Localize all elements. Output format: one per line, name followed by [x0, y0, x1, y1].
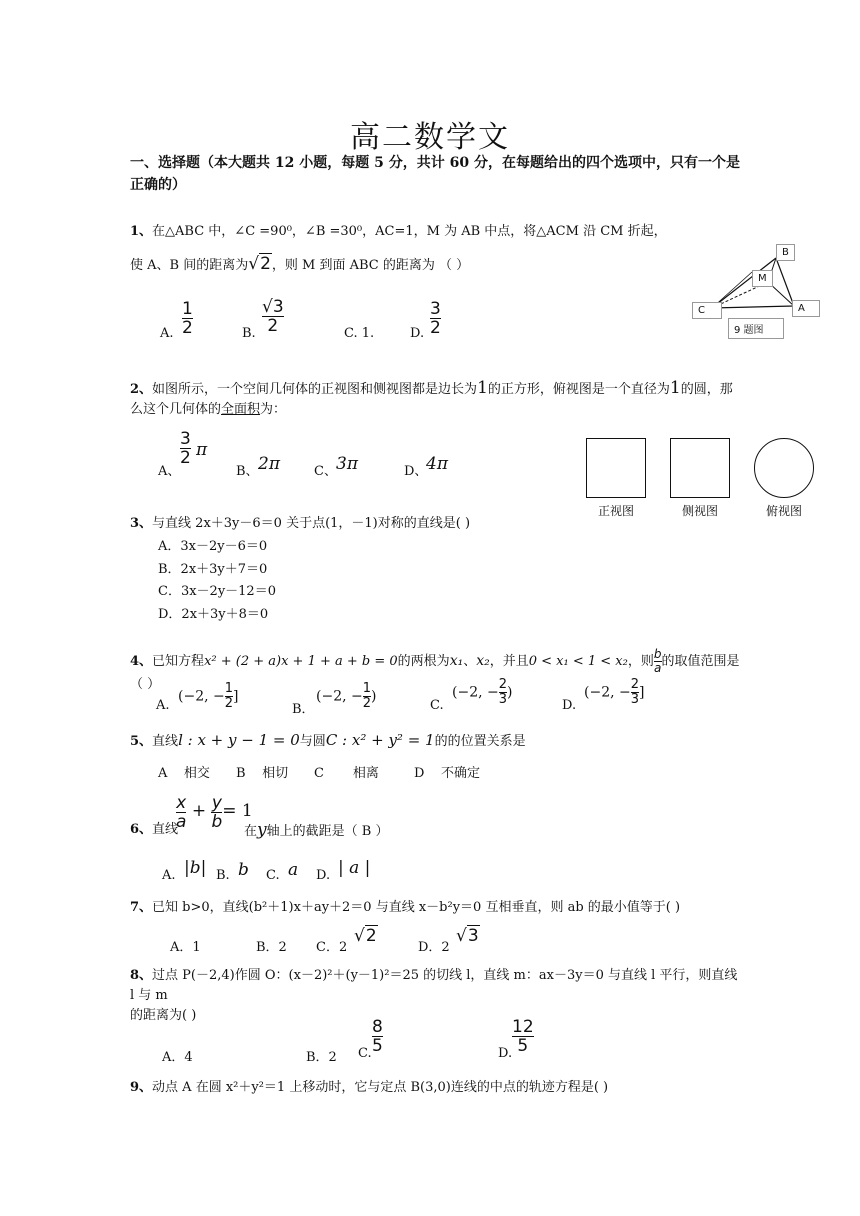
option-d-label: D．2: [418, 940, 450, 955]
option-d-label: D、: [404, 464, 428, 479]
question-text: 么这个几何体的: [130, 402, 222, 417]
option-b-value: 2π: [258, 454, 280, 474]
option-d-value: 4π: [426, 454, 448, 474]
question-6: [130, 794, 550, 840]
question-number: 9、: [130, 1080, 153, 1095]
question-text: 使 A、B 间的距离为: [130, 258, 249, 273]
question-text: 动点 A 在圆 x²＋y²＝1 上移动时，它与定点 B(3,0)连线的中点的轨迹方程是( ): [152, 1080, 609, 1095]
option-b-label: B．: [292, 702, 315, 717]
question-text: 与直线 2x＋3y－6＝0 关于点(1，－1)对称的直线是( ): [152, 516, 471, 531]
sqrt-2: √2: [248, 254, 271, 274]
question-7-options: [170, 926, 510, 955]
question-1-options: [160, 298, 600, 344]
question-text: ，则 M 到面 ABC 的距离为 （ ）: [271, 258, 470, 273]
page-title: 高二数学文: [350, 120, 510, 155]
option-a: A．4: [162, 1050, 193, 1065]
option-d-range: (−2, − $\frac{2}{3}$ ]: [584, 677, 645, 707]
option-b-value: b: [238, 860, 249, 880]
option-a-label: A.: [160, 326, 174, 341]
question-text: ，则: [627, 654, 654, 669]
question-text: 的的位置关系是: [434, 734, 526, 749]
value-one: 1: [669, 378, 681, 398]
question-text: 的取值范围是（ ）: [130, 654, 740, 692]
question-text: 轴上的截距是（ B ）: [266, 824, 389, 839]
y-axis-var: y: [257, 820, 267, 840]
question-8-options: [162, 1016, 562, 1065]
option-a-fraction: 3 2: [180, 429, 191, 468]
option-b: B．2: [256, 940, 287, 955]
question-text: 的距离为( ): [130, 1008, 197, 1023]
question-text: 过点 P(－2,4)作圆 O：(x－2)²＋(y－1)²＝25 的切线 l，直线 m：ax－3y＝0 与直线 l 平行，则直线 l 与 m: [130, 968, 738, 1003]
question-number: 8、: [130, 968, 153, 983]
option-a-label: A.: [156, 698, 170, 713]
option-b-label: B.: [242, 326, 256, 341]
option-b: B．2: [306, 1050, 337, 1065]
option-c-label: C．2: [316, 940, 348, 955]
option-a: A 相交: [158, 766, 210, 781]
option-a-label: A、: [158, 464, 181, 479]
question-1-line1: [130, 222, 690, 242]
option-c: C 相离: [314, 766, 379, 781]
option-d-value: | a |: [338, 858, 371, 878]
top-view-label: 俯视图: [765, 504, 802, 518]
label-b: B: [776, 244, 795, 261]
question-7: [130, 898, 740, 918]
option-a-label: A.: [162, 868, 176, 883]
question-text: 在△ABC 中，∠C =90⁰，∠B =30⁰，AC=1，M 为 AB 中点，将△ACM 沿 CM 折起，: [152, 224, 667, 239]
option-c: C. 1.: [344, 326, 375, 341]
intercept-equation: $\frac{x}{a}$ + $\frac{y}{b}$ = 1: [176, 793, 253, 832]
question-text: 直线: [152, 734, 179, 749]
option-b-range: (−2, − $\frac{1}{2}$ ): [316, 681, 377, 711]
option-a-range: (−2, − $\frac{1}{2}$ ]: [178, 681, 239, 711]
question-5: [130, 730, 690, 752]
option-c-value: 3π: [336, 454, 358, 474]
question-2: [130, 378, 740, 420]
side-view-square: [670, 438, 730, 498]
question-text: 的两根为: [397, 654, 450, 669]
q3-option-b: B．2x＋3y＋7＝0: [158, 562, 268, 577]
option-d-label: D.: [410, 326, 425, 341]
q3-option-d: D．2x＋3y＋8＝0: [158, 607, 269, 622]
question-text: 与圆: [299, 734, 326, 749]
option-d-sqrt: √3: [456, 926, 479, 946]
option-c-range: (−2, − $\frac{2}{3}$ ): [452, 677, 513, 707]
question-text: 在: [244, 824, 258, 839]
question-text: ，并且: [489, 654, 529, 669]
label-a: A: [792, 300, 820, 317]
question-number: 7、: [130, 900, 153, 915]
front-view-square: [586, 438, 646, 498]
figure-caption: 9 题图: [728, 318, 784, 339]
option-c-sqrt: √2: [354, 926, 377, 946]
option-c-label: C.: [358, 1046, 372, 1061]
option-d-fraction: 12 5: [512, 1017, 534, 1056]
option-a-pi: π: [196, 440, 208, 460]
question-1-line2: [130, 254, 690, 276]
line-equation: l : x + y − 1 = 0: [178, 731, 300, 749]
option-c-label: C.: [266, 868, 280, 883]
option-d-label: D.: [498, 1046, 513, 1061]
option-b: B 相切: [236, 766, 289, 781]
label-c: C: [692, 302, 722, 319]
section-heading: 一、选择题（本大题共 12 小题，每题 5 分，共计 60 分，在每题给出的四个选项中，只有一个是正确的）: [130, 155, 740, 193]
option-c-label: C.: [430, 698, 444, 713]
question-number: 4、: [130, 654, 153, 669]
top-view-circle: [754, 438, 814, 498]
option-a-value: 1 2: [182, 299, 193, 338]
value-one: 1: [477, 378, 488, 398]
option-a: A．1: [170, 940, 201, 955]
question-number: 5、: [130, 734, 153, 749]
b-over-a: $\frac{b}{a}$: [653, 647, 662, 675]
label-m: M: [752, 270, 773, 287]
q3-option-c: C．3x－2y－12＝0: [158, 584, 276, 599]
question-text: 的正方形，俯视图是一个直径为: [487, 382, 670, 397]
question-9: [130, 1078, 740, 1098]
underlined-term: 全面积: [221, 402, 261, 417]
question-number: 2、: [130, 382, 153, 397]
option-c-label: C、: [314, 464, 337, 479]
q3-option-a: A．3x－2y－6＝0: [158, 539, 268, 554]
question-text: 为：: [260, 402, 287, 417]
option-c-fraction: 8 5: [372, 1017, 383, 1056]
option-b-label: B.: [216, 868, 230, 883]
option-d-label: D.: [316, 868, 331, 883]
question-number: 6、: [130, 822, 153, 837]
option-c-value: a: [288, 860, 299, 880]
question-text: 直线: [152, 822, 179, 837]
question-number: 3、: [130, 516, 153, 531]
root-x2: x₂: [476, 653, 490, 669]
question-3: [130, 514, 580, 534]
front-view-label: 正视图: [597, 504, 634, 518]
figure-9: [690, 240, 822, 342]
inequality: 0 < x₁ < 1 < x₂: [528, 654, 628, 669]
separator: 、: [463, 654, 477, 669]
question-text: 已知方程: [152, 654, 205, 669]
question-text: 已知 b>0，直线(b²＋1)x＋ay＋2＝0 与直线 x－b²y＝0 互相垂直，则 ab 的最小值等于( ): [152, 900, 681, 915]
option-d-label: D.: [562, 698, 577, 713]
question-4-options: [156, 676, 656, 717]
question-text: 如图所示，一个空间几何体的正视图和侧视图都是边长为: [152, 382, 478, 397]
root-x1: x₁: [449, 653, 464, 669]
option-b-value: √3 2: [262, 297, 284, 336]
option-d-value: 3 2: [430, 299, 441, 338]
side-view-label: 侧视图: [681, 504, 718, 518]
question-text: 的圆，那: [680, 382, 733, 397]
option-a-value: |b|: [184, 858, 207, 878]
question-2-options: [158, 428, 478, 478]
question-number: 1、: [130, 224, 153, 239]
option-b-label: B、: [236, 464, 259, 479]
option-d: D 不确定: [414, 766, 480, 781]
circle-equation: C : x² + y² = 1: [325, 731, 435, 749]
equation: x² + (2 + a)x + 1 + a + b = 0: [204, 654, 398, 669]
question-6-options: [162, 856, 462, 884]
